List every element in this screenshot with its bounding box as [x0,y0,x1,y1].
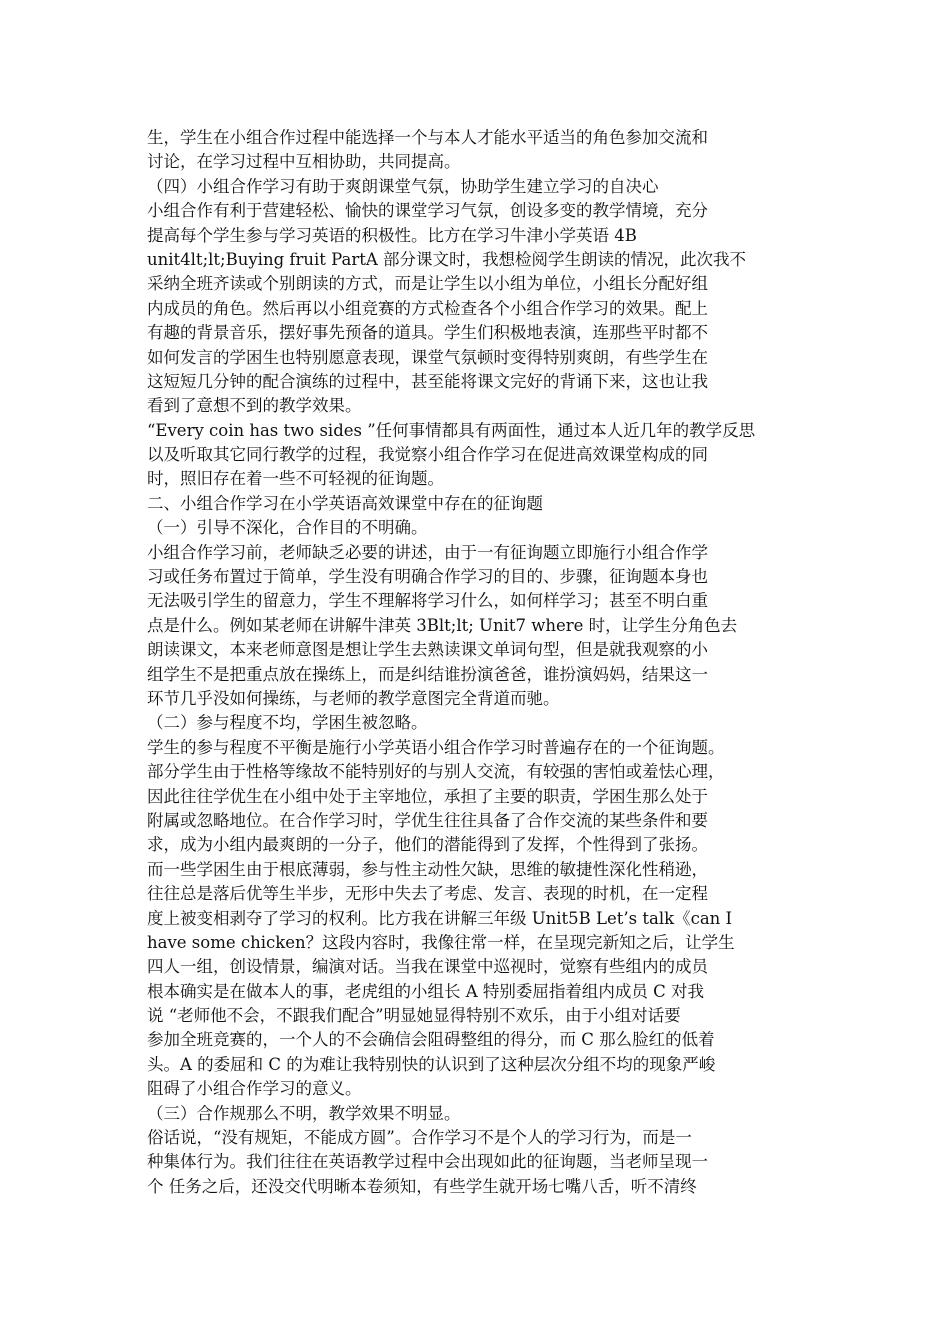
section-heading: （四）小组合作学习有助于爽朗课堂气氛，协助学生建立学习的自决心 [147,176,659,196]
subsection-heading: （三）合作规那么不明，教学效果不明显。 [147,1103,461,1123]
text-line: 时，照旧存在着一些不可轻视的征询题。 [147,469,444,489]
text-line: 阻碍了小组合作学习的意义。 [147,1079,362,1099]
text-line: 以及听取其它同行教学的过程，我觉察小组合作学习在促进高效课堂构成的同 [147,445,708,465]
text-line: 因此往往学优生在小组中处于主宰地位，承担了主要的职责，学困生那么处于 [147,786,708,806]
text-line: 部分学生由于性格等缘故不能特别好的与别人交流，有较强的害怕或羞怯心理， [147,762,725,782]
text-line: 小组合作有利于营建轻松、愉快的课堂学习气氛，创设多变的教学情境，充分 [147,201,708,221]
text-line: 附属或忽略地位。在合作学习时，学优生往往具备了合作交流的某些条件和要 [147,810,708,830]
text-line: 讨论，在学习过程中互相协助，共同提高。 [147,152,461,172]
text-line: 说 “老师他不会，不跟我们配合”明显她显得特别不欢乐，由于小组对话要 [147,1006,681,1026]
text-line: 有趣的背景音乐，摆好事先预备的道具。学生们积极地表演，连那些平时都不 [147,323,708,343]
subsection-heading: （二）参与程度不均，学困生被忽略。 [147,713,428,733]
text-line: 环节几乎没如何操练，与老师的教学意图完全背道而驰。 [147,688,560,708]
text-line: 提高每个学生参与学习英语的积极性。比方在学习牛津小学英语 4B [147,225,637,245]
text-line: 四人一组，创设情景，编演对话。当我在课堂中巡视时，觉察有些组内的成员 [147,957,708,977]
text-line: unit4lt;lt;Buying fruit PartA 部分课文时，我想检阅学生朗读的情况，此次我不 [147,249,747,269]
text-line: 采纳全班齐读或个别朗读的方式，而是让学生以小组为单位，小组长分配好组 [147,274,708,294]
text-line: 根本确实是在做本人的事，老虎组的小组长 A 特别委屈指着组内成员 C 对我 [147,981,705,1001]
document-body [147,126,807,1199]
text-line: “Every coin has two sides ”任何事情都具有两面性，通过本人近几年的教学反思 [147,420,756,440]
text-line: 组学生不是把重点放在操练上，而是纠结谁扮演爸爸，谁扮演妈妈，结果这一 [147,664,708,684]
text-line: 俗话说，“没有规矩，不能成方圆”。合作学习不是个人的学习行为，而是一 [147,1128,692,1148]
text-line: 点是什么。例如某老师在讲解牛津英 3Blt;lt; Unit7 where 时，让学生分角色去 [147,615,738,635]
text-line: 无法吸引学生的留意力，学生不理解将学习什么，如何样学习；甚至不明白重 [147,591,708,611]
text-line: 往往总是落后优等生半步，无形中失去了考虑、发言、表现的时机，在一定程 [147,884,708,904]
text-line: 内成员的角色。然后再以小组竞赛的方式检查各个小组合作学习的效果。配上 [147,298,708,318]
text-line: 如何发言的学困生也特别愿意表现，课堂气氛顿时变得特别爽朗，有些学生在 [147,347,708,367]
text-line: 习或任务布置过于简单，学生没有明确合作学习的目的、步骤，征询题本身也 [147,567,708,587]
text-line: 学生的参与程度不平衡是施行小学英语小组合作学习时普遍存在的一个征询题。 [147,737,725,757]
text-line: 而一些学困生由于根底薄弱，参与性主动性欠缺，思维的敏捷性深化性稍逊， [147,859,708,879]
text-line: 这短短几分钟的配合演练的过程中，甚至能将课文完好的背诵下来，这也让我 [147,371,708,391]
text-line: 求，成为小组内最爽朗的一分子，他们的潜能得到了发挥，个性得到了张扬。 [147,835,708,855]
text-line: 个 任务之后，还没交代明晰本卷须知，有些学生就开场七嘴八舌，听不清终 [147,1176,697,1196]
text-line: 小组合作学习前，老师缺乏必要的讲述，由于一有征询题立即施行小组合作学 [147,542,708,562]
section-heading: 二、小组合作学习在小学英语高效课堂中存在的征询题 [147,493,543,513]
text-line: 种集体行为。我们往往在英语教学过程中会出现如此的征询题，当老师呈现一 [147,1152,708,1172]
text-line: 看到了意想不到的教学效果。 [147,396,362,416]
text-line: 参加全班竞赛的，一个人的不会确信会阻碍整组的得分，而 C 那么脸红的低着 [147,1030,715,1050]
text-line: 度上被变相剥夺了学习的权利。比方我在讲解三年级 Unit5B Let’s talk《can I [147,908,733,928]
text-line: 生，学生在小组合作过程中能选择一个与本人才能水平适当的角色参加交流和 [147,128,708,147]
subsection-heading: （一）引导不深化，合作目的不明确。 [147,518,428,538]
text-line: 朗读课文，本来老师意图是想让学生去熟读课文单词句型，但是就我观察的小 [147,640,708,660]
text-line: have some chicken？这段内容时，我像往常一样，在呈现完新知之后，让学生 [147,932,735,952]
text-line: 头。A 的委屈和 C 的为难让我特别快的认识到了这种层次分组不均的现象严峻 [147,1054,716,1074]
